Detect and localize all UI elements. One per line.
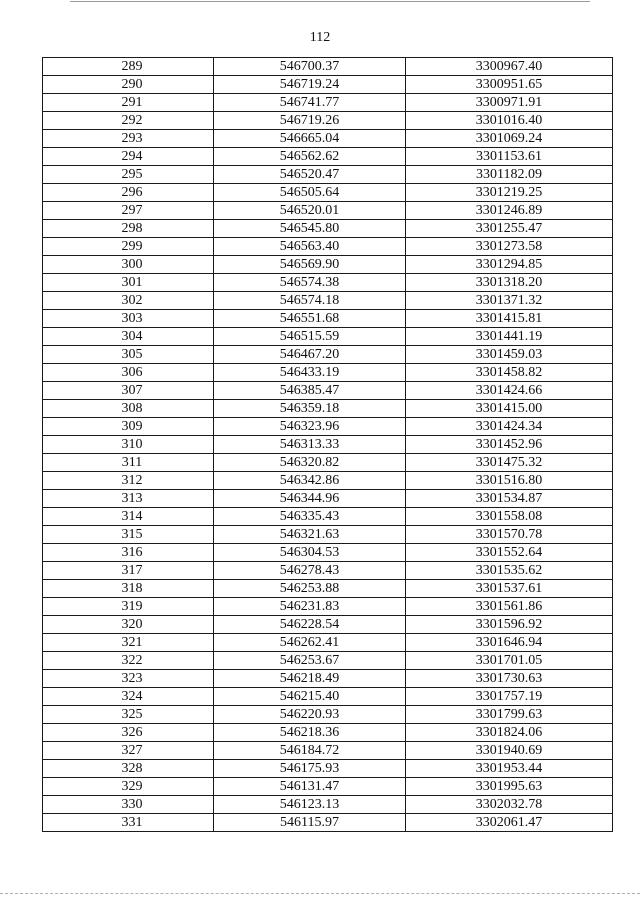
point-number-cell: 314 <box>43 508 214 526</box>
x-coordinate-cell: 546323.96 <box>214 418 406 436</box>
x-coordinate-cell: 546175.93 <box>214 760 406 778</box>
x-coordinate-cell: 546574.38 <box>214 274 406 292</box>
y-coordinate-cell: 3301570.78 <box>406 526 613 544</box>
table-row <box>43 760 613 778</box>
point-number-cell: 319 <box>43 598 214 616</box>
page-number: 112 <box>309 30 331 45</box>
y-coordinate-cell: 3301552.64 <box>406 544 613 562</box>
y-coordinate-cell: 3301294.85 <box>406 256 613 274</box>
x-coordinate-cell: 546467.20 <box>214 346 406 364</box>
top-divider <box>70 1 590 2</box>
y-coordinate-cell: 3302032.78 <box>406 796 613 814</box>
x-coordinate-cell: 546228.54 <box>214 616 406 634</box>
coordinates-table-body <box>43 58 613 832</box>
point-number-cell: 296 <box>43 184 214 202</box>
x-coordinate-cell: 546215.40 <box>214 688 406 706</box>
table-row <box>43 436 613 454</box>
y-coordinate-cell: 3301246.89 <box>406 202 613 220</box>
y-coordinate-cell: 3301255.47 <box>406 220 613 238</box>
table-row <box>43 328 613 346</box>
y-coordinate-cell: 3300967.40 <box>406 58 613 76</box>
x-coordinate-cell: 546218.49 <box>214 670 406 688</box>
point-number-cell: 321 <box>43 634 214 652</box>
y-coordinate-cell: 3301441.19 <box>406 328 613 346</box>
point-number-cell: 318 <box>43 580 214 598</box>
table-row <box>43 562 613 580</box>
x-coordinate-cell: 546253.67 <box>214 652 406 670</box>
point-number-cell: 322 <box>43 652 214 670</box>
point-number-cell: 291 <box>43 94 214 112</box>
y-coordinate-cell: 3301953.44 <box>406 760 613 778</box>
table-row <box>43 166 613 184</box>
x-coordinate-cell: 546115.97 <box>214 814 406 832</box>
point-number-cell: 293 <box>43 130 214 148</box>
point-number-cell: 298 <box>43 220 214 238</box>
table-row <box>43 688 613 706</box>
table-row <box>43 580 613 598</box>
point-number-cell: 307 <box>43 382 214 400</box>
table-row <box>43 634 613 652</box>
x-coordinate-cell: 546278.43 <box>214 562 406 580</box>
point-number-cell: 306 <box>43 364 214 382</box>
table-row <box>43 598 613 616</box>
table-row <box>43 526 613 544</box>
table-row <box>43 58 613 76</box>
x-coordinate-cell: 546562.62 <box>214 148 406 166</box>
point-number-cell: 300 <box>43 256 214 274</box>
table-row <box>43 814 613 832</box>
table-row <box>43 778 613 796</box>
point-number-cell: 327 <box>43 742 214 760</box>
y-coordinate-cell: 3301757.19 <box>406 688 613 706</box>
y-coordinate-cell: 3301516.80 <box>406 472 613 490</box>
y-coordinate-cell: 3301415.81 <box>406 310 613 328</box>
point-number-cell: 317 <box>43 562 214 580</box>
y-coordinate-cell: 3301016.40 <box>406 112 613 130</box>
x-coordinate-cell: 546385.47 <box>214 382 406 400</box>
point-number-cell: 304 <box>43 328 214 346</box>
y-coordinate-cell: 3301558.08 <box>406 508 613 526</box>
y-coordinate-cell: 3301940.69 <box>406 742 613 760</box>
point-number-cell: 299 <box>43 238 214 256</box>
y-coordinate-cell: 3301534.87 <box>406 490 613 508</box>
x-coordinate-cell: 546551.68 <box>214 310 406 328</box>
x-coordinate-cell: 546520.01 <box>214 202 406 220</box>
y-coordinate-cell: 3301824.06 <box>406 724 613 742</box>
x-coordinate-cell: 546700.37 <box>214 58 406 76</box>
table-row <box>43 418 613 436</box>
bottom-divider <box>0 893 640 894</box>
y-coordinate-cell: 3301371.32 <box>406 292 613 310</box>
y-coordinate-cell: 3300951.65 <box>406 76 613 94</box>
x-coordinate-cell: 546218.36 <box>214 724 406 742</box>
x-coordinate-cell: 546563.40 <box>214 238 406 256</box>
y-coordinate-cell: 3301459.03 <box>406 346 613 364</box>
y-coordinate-cell: 3301424.66 <box>406 382 613 400</box>
point-number-cell: 329 <box>43 778 214 796</box>
table-row <box>43 184 613 202</box>
x-coordinate-cell: 546359.18 <box>214 400 406 418</box>
point-number-cell: 297 <box>43 202 214 220</box>
x-coordinate-cell: 546321.63 <box>214 526 406 544</box>
point-number-cell: 328 <box>43 760 214 778</box>
point-number-cell: 290 <box>43 76 214 94</box>
point-number-cell: 326 <box>43 724 214 742</box>
y-coordinate-cell: 3301153.61 <box>406 148 613 166</box>
x-coordinate-cell: 546520.47 <box>214 166 406 184</box>
table-row <box>43 796 613 814</box>
x-coordinate-cell: 546253.88 <box>214 580 406 598</box>
y-coordinate-cell: 3301415.00 <box>406 400 613 418</box>
table-row <box>43 238 613 256</box>
point-number-cell: 294 <box>43 148 214 166</box>
table-row <box>43 616 613 634</box>
point-number-cell: 305 <box>43 346 214 364</box>
table-row <box>43 292 613 310</box>
y-coordinate-cell: 3302061.47 <box>406 814 613 832</box>
point-number-cell: 292 <box>43 112 214 130</box>
y-coordinate-cell: 3301799.63 <box>406 706 613 724</box>
table-row <box>43 724 613 742</box>
table-row <box>43 310 613 328</box>
y-coordinate-cell: 3301561.86 <box>406 598 613 616</box>
y-coordinate-cell: 3301646.94 <box>406 634 613 652</box>
table-row <box>43 400 613 418</box>
point-number-cell: 295 <box>43 166 214 184</box>
point-number-cell: 313 <box>43 490 214 508</box>
x-coordinate-cell: 546123.13 <box>214 796 406 814</box>
table-row <box>43 76 613 94</box>
point-number-cell: 331 <box>43 814 214 832</box>
table-row <box>43 112 613 130</box>
x-coordinate-cell: 546313.33 <box>214 436 406 454</box>
y-coordinate-cell: 3301537.61 <box>406 580 613 598</box>
x-coordinate-cell: 546574.18 <box>214 292 406 310</box>
y-coordinate-cell: 3301452.96 <box>406 436 613 454</box>
x-coordinate-cell: 546231.83 <box>214 598 406 616</box>
y-coordinate-cell: 3300971.91 <box>406 94 613 112</box>
x-coordinate-cell: 546342.86 <box>214 472 406 490</box>
table-row <box>43 94 613 112</box>
y-coordinate-cell: 3301424.34 <box>406 418 613 436</box>
coordinates-table <box>42 57 613 832</box>
x-coordinate-cell: 546515.59 <box>214 328 406 346</box>
point-number-cell: 303 <box>43 310 214 328</box>
y-coordinate-cell: 3301730.63 <box>406 670 613 688</box>
table-row <box>43 544 613 562</box>
y-coordinate-cell: 3301219.25 <box>406 184 613 202</box>
y-coordinate-cell: 3301535.62 <box>406 562 613 580</box>
y-coordinate-cell: 3301318.20 <box>406 274 613 292</box>
point-number-cell: 315 <box>43 526 214 544</box>
table-row <box>43 220 613 238</box>
x-coordinate-cell: 546545.80 <box>214 220 406 238</box>
point-number-cell: 308 <box>43 400 214 418</box>
x-coordinate-cell: 546131.47 <box>214 778 406 796</box>
x-coordinate-cell: 546433.19 <box>214 364 406 382</box>
x-coordinate-cell: 546719.24 <box>214 76 406 94</box>
x-coordinate-cell: 546665.04 <box>214 130 406 148</box>
table-row <box>43 382 613 400</box>
table-row <box>43 202 613 220</box>
y-coordinate-cell: 3301069.24 <box>406 130 613 148</box>
point-number-cell: 320 <box>43 616 214 634</box>
point-number-cell: 310 <box>43 436 214 454</box>
x-coordinate-cell: 546320.82 <box>214 454 406 472</box>
table-row <box>43 508 613 526</box>
y-coordinate-cell: 3301475.32 <box>406 454 613 472</box>
point-number-cell: 316 <box>43 544 214 562</box>
x-coordinate-cell: 546505.64 <box>214 184 406 202</box>
x-coordinate-cell: 546719.26 <box>214 112 406 130</box>
point-number-cell: 325 <box>43 706 214 724</box>
table-row <box>43 472 613 490</box>
table-row <box>43 454 613 472</box>
point-number-cell: 323 <box>43 670 214 688</box>
y-coordinate-cell: 3301182.09 <box>406 166 613 184</box>
table-row <box>43 490 613 508</box>
x-coordinate-cell: 546569.90 <box>214 256 406 274</box>
table-row <box>43 256 613 274</box>
point-number-cell: 324 <box>43 688 214 706</box>
table-row <box>43 346 613 364</box>
point-number-cell: 302 <box>43 292 214 310</box>
point-number-cell: 312 <box>43 472 214 490</box>
y-coordinate-cell: 3301995.63 <box>406 778 613 796</box>
x-coordinate-cell: 546335.43 <box>214 508 406 526</box>
x-coordinate-cell: 546741.77 <box>214 94 406 112</box>
x-coordinate-cell: 546184.72 <box>214 742 406 760</box>
x-coordinate-cell: 546304.53 <box>214 544 406 562</box>
table-row <box>43 742 613 760</box>
table-row <box>43 670 613 688</box>
table-row <box>43 130 613 148</box>
y-coordinate-cell: 3301701.05 <box>406 652 613 670</box>
point-number-cell: 301 <box>43 274 214 292</box>
table-row <box>43 274 613 292</box>
x-coordinate-cell: 546344.96 <box>214 490 406 508</box>
x-coordinate-cell: 546262.41 <box>214 634 406 652</box>
table-row <box>43 148 613 166</box>
table-row <box>43 706 613 724</box>
y-coordinate-cell: 3301596.92 <box>406 616 613 634</box>
point-number-cell: 309 <box>43 418 214 436</box>
y-coordinate-cell: 3301273.58 <box>406 238 613 256</box>
y-coordinate-cell: 3301458.82 <box>406 364 613 382</box>
x-coordinate-cell: 546220.93 <box>214 706 406 724</box>
table-row <box>43 364 613 382</box>
point-number-cell: 330 <box>43 796 214 814</box>
point-number-cell: 311 <box>43 454 214 472</box>
point-number-cell: 289 <box>43 58 214 76</box>
table-row <box>43 652 613 670</box>
